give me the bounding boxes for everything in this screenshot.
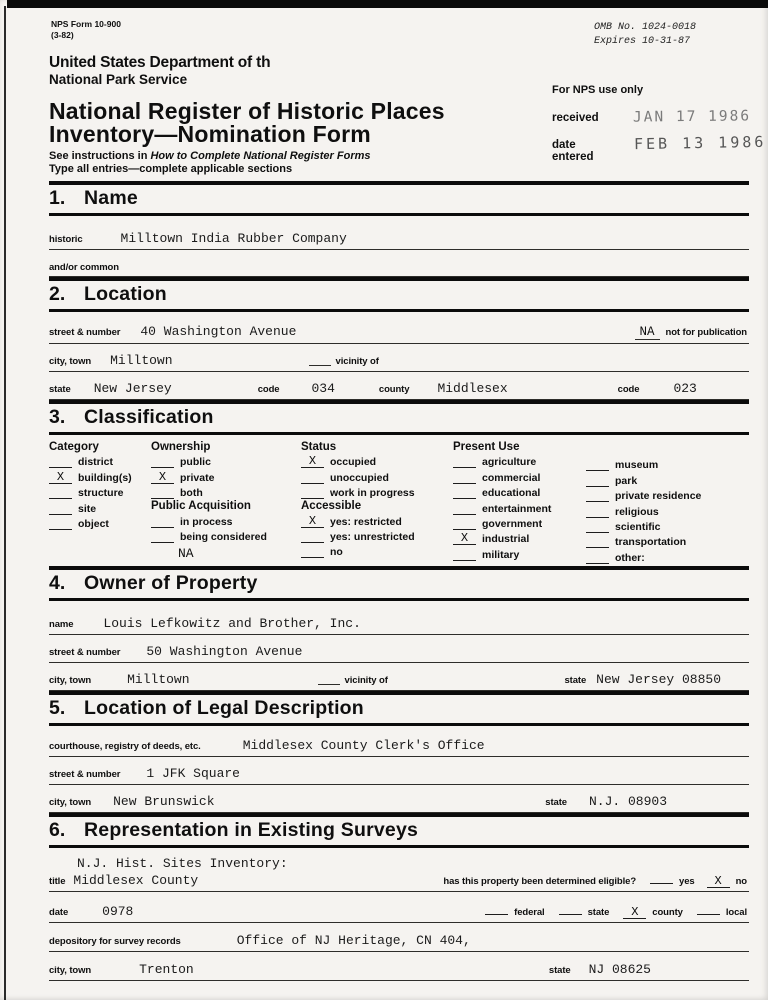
form-number-line1: NPS Form 10-900 bbox=[51, 19, 121, 29]
label-object: object bbox=[78, 517, 109, 530]
survey-title-line1: N.J. Hist. Sites Inventory: bbox=[77, 855, 288, 871]
public-acquisition-header: Public Acquisition bbox=[151, 500, 251, 513]
field-row-owner-street bbox=[49, 644, 749, 663]
check-mark-entertainment bbox=[453, 502, 476, 515]
field-row-city-town bbox=[49, 353, 749, 372]
check-mark-district bbox=[49, 455, 72, 468]
eligible-no-label: no bbox=[735, 875, 747, 887]
check-mark-unoccupied bbox=[301, 471, 324, 484]
check-mark-in-process bbox=[151, 515, 174, 528]
omb-line1: OMB No. 1024-0018 bbox=[594, 22, 697, 33]
present-use-column-2 bbox=[586, 440, 701, 564]
section-6-heading bbox=[49, 813, 749, 848]
legal-street-label: street & number bbox=[49, 768, 121, 780]
checkbox-private bbox=[151, 471, 301, 484]
field-row-street-number bbox=[49, 324, 749, 344]
checkbox-unoccupied bbox=[301, 471, 453, 484]
checkbox-work-in-progress bbox=[301, 486, 453, 499]
courthouse-value: Middlesex County Clerk's Office bbox=[242, 737, 485, 753]
checkbox-public bbox=[151, 455, 301, 468]
section-5-title: Location of Legal Description bbox=[84, 696, 364, 719]
depository-value: Office of NJ Heritage, CN 404, bbox=[236, 932, 471, 948]
nps-use-only-label: For NPS use only bbox=[552, 84, 644, 96]
field-row-historic-name bbox=[49, 231, 749, 250]
check-mark-local bbox=[697, 902, 720, 915]
section-6-number: 6. bbox=[49, 818, 66, 841]
check-mark-object bbox=[49, 517, 72, 530]
eligible-question-label: has this property been determined eligible? bbox=[443, 875, 637, 887]
label-private: private bbox=[180, 471, 215, 484]
section-2-number: 2. bbox=[49, 283, 66, 305]
label-religious: religious bbox=[615, 505, 659, 518]
owner-vicinity-label: vicinity of bbox=[344, 674, 388, 686]
instructions-booktitle: How to Complete National Register Forms bbox=[150, 150, 371, 162]
section-1-heading bbox=[49, 181, 749, 216]
field-row-legal-street bbox=[49, 766, 749, 785]
check-mark-buildings: X bbox=[49, 471, 72, 484]
section-4-number: 4. bbox=[49, 571, 66, 594]
label-educational: educational bbox=[482, 487, 541, 500]
checkbox-yes-unrestricted bbox=[301, 530, 453, 543]
category-column bbox=[49, 440, 151, 564]
checkbox-occupied bbox=[301, 455, 453, 468]
check-mark-site bbox=[49, 502, 72, 515]
section-2-heading bbox=[49, 277, 749, 312]
checkbox-industrial bbox=[453, 532, 586, 545]
label-agriculture: agriculture bbox=[482, 456, 537, 469]
checkbox-object bbox=[49, 517, 151, 530]
street-number-value: 40 Washington Avenue bbox=[140, 324, 297, 339]
vicinity-blank bbox=[309, 365, 331, 366]
field-row-depository bbox=[49, 933, 749, 952]
check-mark-yes-restricted: X bbox=[301, 515, 324, 528]
checkbox-being-considered bbox=[151, 530, 301, 543]
label-no: no bbox=[330, 546, 343, 559]
checkbox-structure bbox=[49, 486, 151, 499]
label-entertainment: entertainment bbox=[482, 502, 552, 515]
label-both: both bbox=[180, 487, 203, 500]
county-value: Middlesex bbox=[437, 381, 508, 396]
checkbox-religious bbox=[586, 505, 701, 518]
label-other: other: bbox=[615, 551, 645, 564]
label-in-process: in process bbox=[180, 515, 233, 528]
county-level-label: county bbox=[652, 906, 683, 918]
owner-vicinity-blank bbox=[318, 684, 340, 685]
owner-name-label: name bbox=[49, 618, 74, 630]
survey-date-label: date bbox=[49, 906, 69, 918]
county-code-label: code bbox=[617, 384, 640, 395]
omb-number bbox=[594, 21, 696, 49]
legal-state-group bbox=[545, 794, 667, 809]
checkbox-both bbox=[151, 486, 301, 499]
courthouse-label: courthouse, registry of deeds, etc. bbox=[49, 740, 201, 752]
county-code-value: 023 bbox=[673, 381, 697, 396]
city-town-value: Milltown bbox=[110, 353, 173, 368]
category-header: Category bbox=[49, 441, 99, 453]
section-5-heading bbox=[49, 691, 749, 726]
checkbox-in-process bbox=[151, 515, 301, 528]
scan-edge-left bbox=[4, 6, 6, 1000]
check-mark-museum bbox=[586, 458, 609, 471]
check-mark-eligible-no: X bbox=[707, 875, 730, 888]
label-structure: structure bbox=[78, 487, 124, 500]
field-row-owner-city bbox=[49, 672, 749, 691]
form-title-line1: National Register of Historic Places bbox=[49, 98, 445, 124]
survey-level-group bbox=[485, 902, 747, 919]
owner-city-label: city, town bbox=[49, 674, 92, 686]
check-mark-occupied: X bbox=[301, 455, 324, 468]
city-town-label: city, town bbox=[49, 356, 92, 367]
form-title bbox=[49, 100, 445, 146]
owner-street-value: 50 Washington Avenue bbox=[146, 643, 303, 659]
legal-state-label: state bbox=[545, 796, 567, 808]
date-entered-stamp: FEB 13 1986 bbox=[633, 132, 767, 154]
check-mark-scientific bbox=[586, 520, 609, 533]
county-label: county bbox=[378, 384, 410, 395]
state-label: state bbox=[49, 384, 71, 395]
survey-date-value: 0978 bbox=[102, 903, 134, 919]
legal-state-value: N.J. 08903 bbox=[588, 793, 667, 809]
omb-line2: Expires 10-31-87 bbox=[594, 36, 691, 47]
eligible-group bbox=[443, 871, 747, 888]
section-3-number: 3. bbox=[49, 406, 66, 428]
ownership-header: Ownership bbox=[151, 441, 211, 453]
classification-grid bbox=[49, 435, 749, 566]
checkbox-private-residence bbox=[586, 489, 701, 502]
owner-state-label: state bbox=[564, 674, 587, 686]
survey-state-value: NJ 08625 bbox=[588, 961, 651, 977]
status-column bbox=[301, 440, 453, 564]
survey-title-value: Middlesex County bbox=[73, 872, 199, 888]
label-public: public bbox=[180, 456, 211, 469]
field-row-courthouse bbox=[49, 738, 749, 757]
label-park: park bbox=[615, 474, 638, 487]
check-mark-yes-unrestricted bbox=[301, 530, 324, 543]
checkbox-museum bbox=[586, 458, 701, 471]
check-mark-private: X bbox=[151, 471, 174, 484]
check-mark-private-residence bbox=[586, 489, 609, 502]
checkbox-buildings bbox=[49, 471, 151, 484]
check-mark-being-considered bbox=[151, 530, 174, 543]
historic-value: Milltown India Rubber Company bbox=[120, 231, 347, 246]
form-title-line2: Inventory—Nomination Form bbox=[49, 121, 371, 147]
legal-city-label: city, town bbox=[49, 796, 92, 808]
check-mark-agriculture bbox=[453, 455, 476, 468]
section-3-heading bbox=[49, 400, 749, 435]
form-number bbox=[51, 19, 121, 40]
label-military: military bbox=[482, 548, 520, 561]
checkbox-transportation bbox=[586, 535, 701, 548]
eligible-yes-label: yes bbox=[679, 875, 695, 887]
checkbox-commercial bbox=[453, 471, 586, 484]
received-date-stamp: JAN 17 1986 bbox=[632, 108, 751, 126]
department-heading bbox=[49, 54, 270, 87]
owner-name-value: Louis Lefkowitz and Brother, Inc. bbox=[103, 615, 361, 631]
label-museum: museum bbox=[615, 459, 659, 472]
state-code-label: code bbox=[257, 384, 280, 395]
section-5-number: 5. bbox=[49, 696, 66, 719]
form-header bbox=[49, 8, 767, 181]
present-use-header: Present Use bbox=[453, 441, 520, 453]
vicinity-label: vicinity of bbox=[335, 356, 379, 367]
check-mark-park bbox=[586, 474, 609, 487]
state-level-label: state bbox=[587, 906, 610, 918]
owner-street-label: street & number bbox=[49, 646, 121, 658]
present-use-columns bbox=[453, 440, 701, 564]
received-label: received bbox=[552, 112, 599, 124]
field-row-survey-title bbox=[49, 856, 749, 892]
federal-label: federal bbox=[514, 906, 545, 918]
label-occupied: occupied bbox=[330, 456, 377, 469]
survey-city-value: Trenton bbox=[139, 961, 194, 977]
public-acquisition-na: NA bbox=[178, 545, 194, 561]
check-mark-work-in-progress bbox=[301, 486, 324, 499]
field-row-state-county bbox=[49, 381, 749, 400]
received-row bbox=[552, 109, 751, 125]
check-mark-no bbox=[301, 545, 324, 558]
historic-label: historic bbox=[49, 234, 83, 245]
owner-city-value: Milltown bbox=[127, 671, 190, 687]
checkbox-no bbox=[301, 545, 453, 558]
label-transportation: transportation bbox=[615, 536, 687, 549]
check-mark-industrial: X bbox=[453, 532, 476, 545]
section-6-title: Representation in Existing Surveys bbox=[84, 818, 419, 841]
instructions bbox=[49, 150, 371, 176]
label-commercial: commercial bbox=[482, 471, 541, 484]
check-mark-religious bbox=[586, 505, 609, 518]
check-mark-commercial bbox=[453, 471, 476, 484]
check-mark-structure bbox=[49, 486, 72, 499]
checkbox-yes-restricted bbox=[301, 515, 453, 528]
survey-title-label: title bbox=[49, 875, 66, 887]
label-government: government bbox=[482, 517, 543, 530]
label-being-considered: being considered bbox=[180, 530, 267, 543]
checkbox-other bbox=[586, 551, 701, 564]
section-1-number: 1. bbox=[49, 187, 66, 209]
field-row-survey-date bbox=[49, 902, 749, 923]
label-yes-restricted: yes: restricted bbox=[330, 515, 402, 528]
instructions-prefix: See instructions in bbox=[49, 150, 151, 162]
check-mark-government bbox=[453, 517, 476, 530]
state-code-value: 034 bbox=[311, 381, 335, 396]
label-yes-unrestricted: yes: unrestricted bbox=[330, 530, 415, 543]
checkbox-scientific bbox=[586, 520, 701, 533]
not-for-publication-group bbox=[635, 325, 748, 340]
check-mark-eligible-yes bbox=[650, 871, 673, 884]
check-mark-other bbox=[586, 551, 609, 564]
local-label: local bbox=[725, 906, 747, 918]
common-name-label: and/or common bbox=[49, 262, 119, 273]
depository-label: depository for survey records bbox=[49, 935, 181, 947]
street-number-label: street & number bbox=[49, 327, 121, 338]
instructions-line1 bbox=[49, 150, 371, 163]
form-content bbox=[49, 8, 767, 981]
present-use-column-1 bbox=[453, 440, 586, 564]
section-2-title: Location bbox=[84, 283, 167, 305]
checkbox-military bbox=[453, 548, 586, 561]
survey-city-label: city, town bbox=[49, 964, 92, 976]
check-mark-transportation bbox=[586, 535, 609, 548]
owner-state-value: New Jersey 08850 bbox=[596, 671, 721, 687]
label-unoccupied: unoccupied bbox=[330, 471, 389, 484]
label-private-residence: private residence bbox=[615, 490, 702, 503]
label-district: district bbox=[78, 456, 114, 469]
checkbox-government bbox=[453, 517, 586, 530]
state-value: New Jersey bbox=[93, 381, 172, 396]
label-site: site bbox=[78, 502, 97, 515]
scan-edge-top bbox=[7, 0, 768, 8]
ownership-column bbox=[151, 440, 301, 564]
date-entered-row bbox=[552, 134, 766, 163]
check-mark-both bbox=[151, 486, 174, 499]
checkbox-educational bbox=[453, 486, 586, 499]
label-industrial: industrial bbox=[482, 533, 530, 546]
checkbox-agriculture bbox=[453, 455, 586, 468]
label-work-in-progress: work in progress bbox=[330, 487, 415, 500]
field-row-owner-name bbox=[49, 616, 749, 635]
survey-state-label: state bbox=[548, 964, 571, 976]
checkbox-entertainment bbox=[453, 502, 586, 515]
section-1-title: Name bbox=[84, 187, 138, 209]
check-mark-educational bbox=[453, 486, 476, 499]
survey-state-group bbox=[549, 962, 651, 977]
check-mark-federal bbox=[485, 902, 508, 915]
section-3-title: Classification bbox=[84, 406, 214, 428]
department-line1: United States Department of th bbox=[49, 54, 271, 71]
label-scientific: scientific bbox=[615, 520, 661, 533]
checkbox-site bbox=[49, 502, 151, 515]
not-for-publication-label: not for publication bbox=[665, 327, 747, 338]
checkbox-park bbox=[586, 474, 701, 487]
status-header: Status bbox=[301, 441, 337, 453]
legal-street-value: 1 JFK Square bbox=[146, 765, 240, 781]
department-line2: National Park Service bbox=[49, 72, 188, 87]
section-4-heading bbox=[49, 566, 749, 601]
check-mark-county: X bbox=[623, 906, 646, 919]
check-mark-public bbox=[151, 455, 174, 468]
form-number-line2: (3-82) bbox=[51, 29, 74, 40]
owner-state-group bbox=[564, 672, 721, 687]
legal-city-value: New Brunswick bbox=[113, 793, 215, 809]
survey-title-line2 bbox=[49, 871, 749, 888]
checkbox-district bbox=[49, 455, 151, 468]
check-mark-state bbox=[559, 902, 582, 915]
field-row-survey-city bbox=[49, 962, 749, 981]
date-entered-label: date entered bbox=[552, 139, 594, 163]
section-4-title: Owner of Property bbox=[84, 571, 258, 594]
instructions-line2: Type all entries—complete applicable sections bbox=[49, 163, 293, 176]
na-value: NA bbox=[635, 325, 660, 340]
label-buildings: building(s) bbox=[78, 471, 132, 484]
check-mark-military bbox=[453, 548, 476, 561]
field-row-legal-city bbox=[49, 794, 749, 813]
field-row-common-name bbox=[49, 262, 749, 277]
accessible-header: Accessible bbox=[301, 500, 362, 513]
